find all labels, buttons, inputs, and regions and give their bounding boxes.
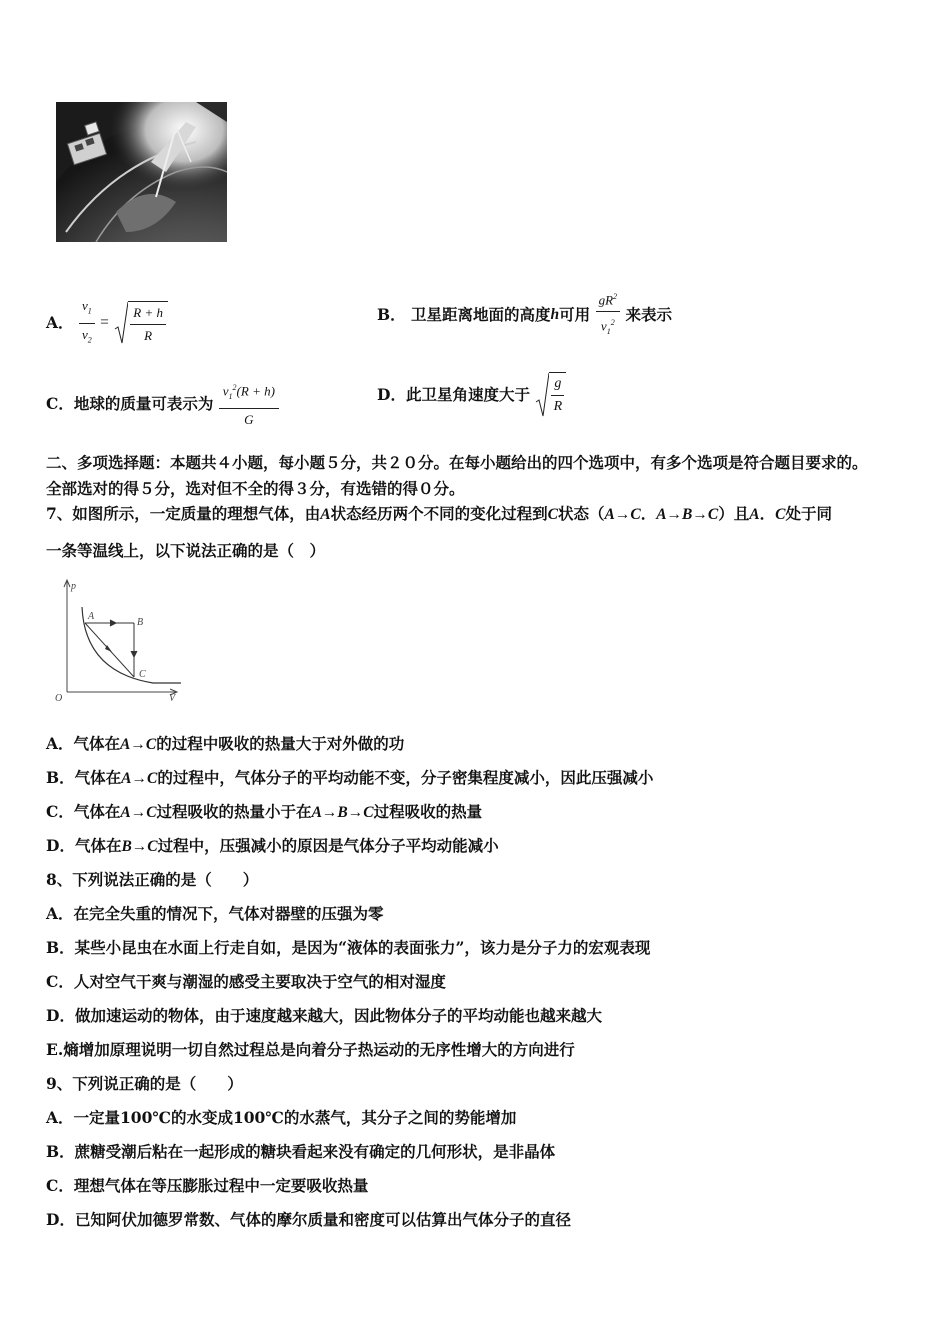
q6-option-d: D．此卫星角速度大于 $\frac{g}{R}$	[377, 372, 566, 424]
label-a: A	[88, 611, 95, 622]
q8-stem: 8、下列说法正确的是（ ）	[46, 870, 259, 889]
label-p: p	[71, 581, 76, 592]
sqrt-g-over-r: $\frac{g}{R}$	[535, 372, 566, 417]
q9-stem: 9、下列说正确的是（ ）	[46, 1074, 243, 1093]
q8-option-a: A．在完全失重的情况下，气体对器壁的压强为零	[46, 904, 384, 923]
fraction-earth-mass: $\frac{v_1^2(R + h)}{G}$	[219, 378, 279, 430]
satellite-photo	[56, 102, 227, 242]
pv-graph-svg	[55, 577, 185, 703]
q9-option-b: B．蔗糖受潮后粘在一起形成的糖块看起来没有确定的几何形状，是非晶体	[46, 1142, 556, 1161]
q7-option-c: C．气体在A→C过程吸收的热量小于在A→B→C过程吸收的热量	[46, 802, 483, 821]
q8-option-e: E.熵增加原理说明一切自然过程总是向着分子热运动的无序性增大的方向进行	[46, 1040, 575, 1059]
label-b: B	[137, 617, 144, 628]
q7-stem-line2: 一条等温线上，以下说法正确的是（ ）	[46, 541, 326, 560]
section2-line1: 二、多项选择题：本题共４小题，每小题５分，共２０分。在每小题给出的四个选项中，有多个选项是符合题目要求的。	[46, 453, 868, 472]
fraction-gR2-v1sq: $\frac{gR^2}{v_1^2}$	[596, 287, 620, 342]
label-v: V	[169, 693, 176, 703]
q9-option-c: C．理想气体在等压膨胀过程中一定要吸收热量	[46, 1176, 369, 1195]
q9-option-d: D．已知阿伏加德罗常数、气体的摩尔质量和密度可以估算出气体分子的直径	[46, 1210, 571, 1229]
isotherm-curve	[82, 607, 181, 683]
label-o: O	[55, 693, 63, 703]
q8-option-c: C．人对空气干爽与潮湿的感受主要取决于空气的相对湿度	[46, 972, 446, 991]
section2-line2: 全部选对的得５分，选对但不全的得３分，有选错的得０分。	[46, 479, 465, 498]
q7-stem-line1: 7、如图所示，一定质量的理想气体，由A状态经历两个不同的变化过程到C状态（A→C．A→B→C）且A．C处于同	[46, 504, 832, 523]
q7-option-d: D．气体在B→C过程中，压强减小的原因是气体分子平均动能减小	[46, 836, 499, 855]
q7-option-a: A．气体在A→C的过程中吸收的热量大于对外做的功	[46, 734, 405, 753]
q6-option-a: A． $\frac{v_1}{v_2}$ = $\frac{R + h}{R}$	[46, 296, 168, 348]
label-c: C	[139, 669, 146, 680]
q6-option-c: C．地球的质量可表示为 $\frac{v_1^2(R + h)}{G}$	[46, 378, 279, 428]
q8-option-d: D．做加速运动的物体，由于速度越来越大，因此物体分子的平均动能也越来越大	[46, 1006, 602, 1025]
pv-graph	[55, 577, 185, 703]
q9-option-a: A．一定量100℃的水变成100℃的水蒸气，其分子之间的势能增加	[46, 1108, 517, 1127]
sqrt-expression: $\frac{R + h}{R}$	[114, 301, 168, 346]
ratio-v1-v2: $\frac{v_1}{v_2}$	[79, 296, 95, 350]
q8-option-b: B．某些小昆虫在水面上行走自如，是因为“液体的表面张力”，该力是分子力的宏观表现	[46, 938, 651, 957]
q6-option-b: B． 卫星距离地面的高度h可用 $\frac{gR^2}{v_1^2}$ 来表示	[377, 287, 672, 347]
q7-option-b: B．气体在A→C的过程中，气体分子的平均动能不变，分子密集程度减小，因此压强减小	[46, 768, 654, 787]
